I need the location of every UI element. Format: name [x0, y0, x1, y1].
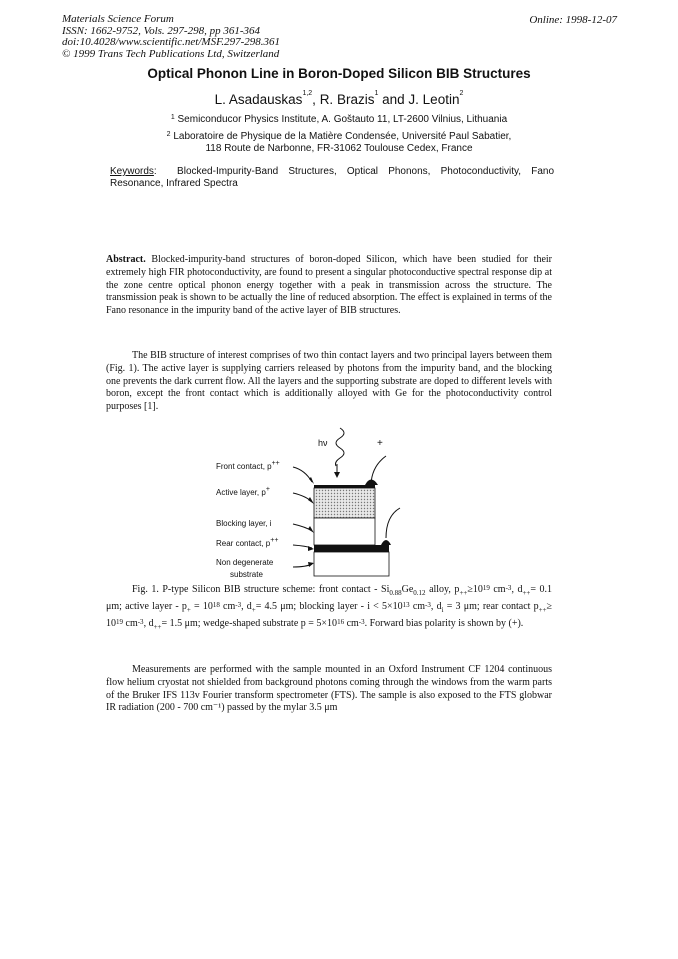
body-paragraph-2: Measurements are performed with the sample mounted in an Oxford Instrument CF 1204 continuous flow helium cryostat not shielded from background photons coming through the windows from the warm parts of the Bruker IFS 113v Fourier transform spectrometer (FTS). The sample is also exposed to the FTS globwar IR radiation (200 - 700 cm⁻¹) passed by the mylar 3.5 μm — [106, 664, 552, 714]
caption-part: cm — [219, 601, 236, 612]
label-rear-contact — [216, 539, 278, 548]
caption-sub: i — [441, 606, 444, 614]
active-layer — [314, 488, 375, 518]
caption-sup: -3 — [235, 601, 242, 609]
caption-part: = 0.1 μm; active layer - p — [106, 584, 553, 612]
body-paragraph-1: The BIB structure of interest comprises of two thin contact layers and two principal layers between them (Fig. 1). The active layer is supplying carriers released by photons from the impurity band, and the blocking one prevents the dark current flow. All the layers and the supporting substrate are doped to different levels with boron, except the front contact which is additionally alloyed with Ge for the photoconductivity control purposes [1]. — [106, 350, 552, 413]
label-rear-contact-sup: ++ — [270, 537, 279, 544]
label-active-layer-sup: + — [265, 486, 270, 493]
abstract-text: Blocked-impurity-band structures of boron-doped Silicon, which have been studied for their extremely high FIR photoconductivity, are found to present a singular photoconductive spectral response dip at the zone centre optical phonon energy together with a peak in transmission across the structure. The transmission peak is shown to be actually the line of reduced absorption. The effect is explained in terms of the Fano resonance in the impurity band of the active layer of BIB structures. — [106, 254, 552, 317]
keywords-text: Blocked-Impurity-Band Structures, Optical Phonons, Photoconductivity, Fano Resonance, Infrared Spectra — [110, 166, 555, 189]
caption-part: cm — [344, 618, 359, 629]
author-sep: , — [312, 92, 320, 107]
caption-sup: -3 — [425, 601, 431, 609]
abstract-label: Abstract. — [106, 254, 146, 265]
caption-sub: + — [251, 606, 256, 614]
affiliation-1-mark: 1 — [170, 114, 175, 121]
photon-arrowhead — [334, 472, 340, 478]
header-copyright: © 1999 Trans Tech Publications Ltd, Switzerland — [62, 47, 280, 60]
caption-part: Ge — [401, 584, 414, 595]
caption-sub: + — [186, 606, 191, 614]
author-2-affil: 1 — [374, 90, 379, 97]
caption-part: ≥ 10 — [106, 601, 553, 629]
caption-part: cm — [489, 584, 506, 595]
caption-part: = 4.5 μm; blocking layer - i < 5×10 — [255, 601, 403, 612]
caption-part: . Forward bias polarity is shown by (+). — [364, 618, 524, 629]
front-contact-wire — [371, 456, 386, 484]
label-rear-contact-text: Rear contact, p — [216, 539, 271, 548]
caption-sup: -3 — [137, 618, 144, 626]
keywords: Keywords: Blocked-Impurity-Band Structures, Optical Phonons, Photoconductivity, Fano Resonance, Infrared Spectra — [110, 166, 555, 189]
caption-part: Fig. 1. P-type Silicon BIB structure scheme: front contact - Si — [132, 584, 390, 595]
label-blocking-layer-text: Blocking layer, i — [216, 519, 272, 528]
author-3: J. Leotin — [408, 92, 460, 107]
author-1-affil: 1,2 — [302, 90, 313, 97]
caption-part: cm — [409, 601, 426, 612]
substrate-layer — [314, 552, 389, 576]
affiliation-2-address: 118 Route de Narbonne, FR-31062 Toulouse Cedex, France — [205, 143, 473, 154]
paper-title: Optical Phonon Line in Boron-Doped Silicon BIB Structures — [147, 66, 531, 81]
pointer-rear-head — [308, 546, 314, 551]
author-2: R. Brazis — [319, 92, 375, 107]
caption-part: , d — [511, 584, 523, 595]
pointer-active-head — [308, 497, 314, 504]
bias-plus-label: + — [377, 438, 383, 449]
author-1: L. Asadauskas — [214, 92, 303, 107]
caption-part: = 10 — [190, 601, 213, 612]
rear-contact-layer — [314, 545, 389, 552]
caption-sub: ++ — [459, 589, 468, 597]
caption-sup: 16 — [337, 618, 345, 626]
caption-sup: 19 — [482, 584, 490, 592]
caption-sup: 18 — [212, 601, 220, 609]
caption-sub: 0.12 — [413, 589, 426, 597]
label-front-contact-text: Front contact, p — [216, 462, 272, 471]
keywords-label: Keywords — [110, 166, 154, 177]
affiliation-1-text: Semiconducor Physics Institute, A. Goštauto 11, LT-2600 Vilnius, Lithuania — [177, 114, 508, 125]
caption-sup: 19 — [116, 618, 123, 626]
caption-sub: ++ — [538, 606, 547, 614]
pointer-substrate-head — [308, 562, 314, 567]
caption-sup: -3 — [505, 584, 512, 592]
label-front-contact — [216, 462, 280, 471]
label-blocking-layer — [216, 519, 272, 528]
caption-part: , d — [241, 601, 252, 612]
caption-sub: ++ — [522, 589, 531, 597]
figure-1-caption — [106, 583, 552, 634]
caption-sub: ++ — [153, 623, 162, 631]
caption-sup: -3 — [358, 618, 365, 626]
label-active-layer — [216, 488, 270, 497]
front-contact-bump — [365, 480, 378, 486]
photon-wave — [336, 428, 345, 466]
caption-part: cm — [123, 618, 138, 629]
header-issn: ISSN: 1662-9752, Vols. 297-298, pp 361-364 — [62, 24, 260, 37]
caption-part: , d — [143, 618, 154, 629]
photon-label: hν — [318, 438, 328, 448]
header-journal: Materials Science Forum — [62, 13, 174, 25]
label-front-contact-sup: ++ — [271, 460, 280, 467]
header-online-date: Online: 1998-12-07 — [529, 14, 617, 26]
blocking-layer — [314, 518, 375, 545]
caption-part: ≥10 — [467, 584, 483, 595]
caption-part: alloy, p — [425, 584, 460, 595]
pointer-front — [293, 467, 312, 482]
caption-sub: 0.88 — [389, 589, 402, 597]
label-active-layer-text: Active layer, p — [216, 488, 266, 497]
header-doi[interactable]: doi:10.4028/www.scientific.net/MSF.297-298.361 — [62, 36, 281, 48]
rear-contact-wire — [386, 508, 400, 538]
caption-part: , d — [430, 601, 442, 612]
caption-part: = 1.5 μm; wedge-shaped substrate p = 5×10 — [161, 618, 338, 629]
affiliation-2-text: Laboratoire de Physique de la Matière Condensée, Université Paul Sabatier, — [173, 131, 512, 142]
caption-sup: 13 — [402, 601, 410, 609]
front-contact-layer — [314, 485, 375, 488]
author-3-affil: 2 — [459, 90, 464, 97]
caption-part: = 3 μm; rear contact p — [443, 601, 539, 612]
affiliation-2-mark: 2 — [166, 131, 171, 138]
label-substrate-2: substrate — [230, 570, 263, 579]
author-joiner: and — [382, 92, 405, 107]
pointer-blocking-head — [308, 526, 314, 533]
label-substrate-1: Non degenerate — [216, 558, 274, 567]
rear-contact-bump — [381, 540, 391, 545]
